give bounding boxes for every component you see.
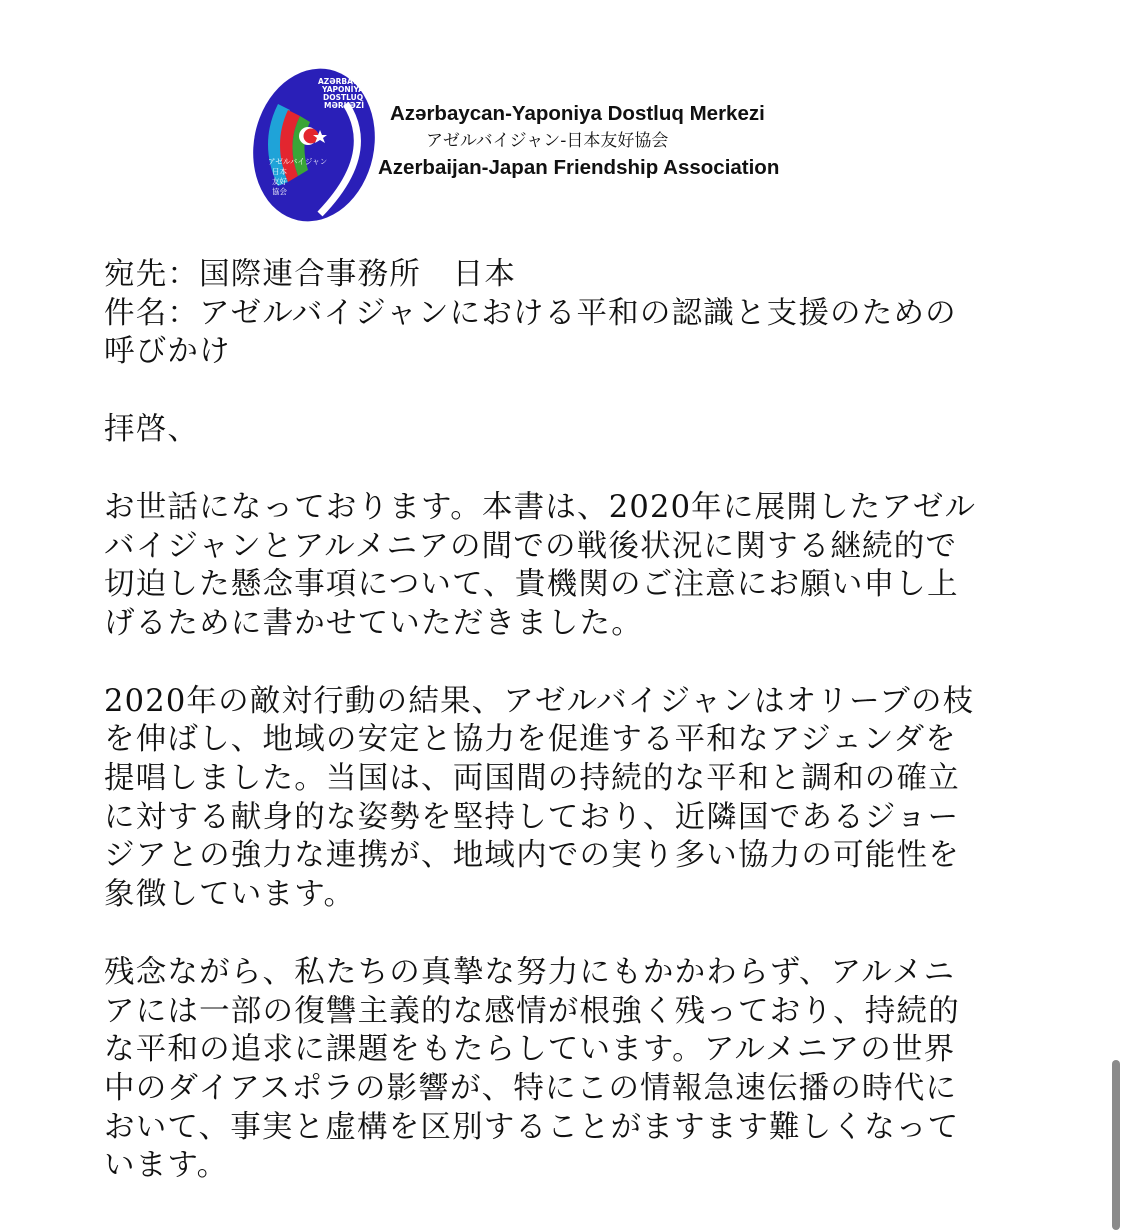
letterhead: [250, 64, 790, 224]
paragraph-line: 残念ながら、私たちの真摯な努力にもかかわらず、アルメニ: [104, 954, 956, 990]
logo-text-az-3: DOSTLUQ: [323, 93, 364, 102]
logo-text-ja-3: 友好: [272, 177, 287, 186]
recipient-line: 宛先：国際連合事務所 日本: [104, 257, 517, 292]
organization-name-japanese: アゼルバイジャン-日本友好協会: [426, 131, 669, 151]
salutation-text: 拝啓、: [104, 412, 200, 448]
subject-line-1: 件名：アゼルバイジャンにおける平和の認識と支援のための: [104, 295, 957, 331]
paragraph-line: アには一部の復讐主義的な感情が根強く残っており、持続的: [104, 993, 960, 1029]
paragraph-2: [104, 683, 1030, 915]
paragraph-line: を伸ばし、地域の安定と協力を促進する平和なアジェンダを: [104, 722, 957, 758]
paragraph-1: [104, 489, 1030, 644]
paragraph-line: 2020年の敵対行動の結果、アゼルバイジャンはオリーブの枝: [104, 683, 975, 719]
paragraph-line: に対する献身的な姿勢を堅持しており、近隣国であるジョー: [104, 799, 960, 835]
logo-text-ja-1: アゼルバイジャン: [268, 157, 328, 166]
association-logo: [250, 64, 380, 224]
letter-body: [104, 256, 1030, 1225]
paragraph-line: お世話になっております。本書は、2020年に展開したアゼル: [104, 489, 977, 525]
paragraph-line: 切迫した懸念事項について、貴機関のご注意にお願い申し上: [104, 567, 959, 603]
salutation: [104, 411, 1030, 450]
logo-text-ja-2: 日本: [272, 167, 287, 176]
logo-text-az-1: AZƏRBAYCAN: [318, 77, 375, 86]
organization-name-azerbaijani: Azərbaycan-Yaponiya Dostluq Merkezi: [390, 102, 765, 125]
paragraph-line: ジアとの強力な連携が、地域内での実り多い協力の可能性を: [104, 838, 960, 874]
letter-header: [104, 256, 1030, 372]
paragraph-line: おいて、事実と虚構を区別することがますます難しくなって: [104, 1109, 960, 1145]
vertical-scrollbar[interactable]: [1112, 1060, 1120, 1230]
paragraph-line: 中のダイアスポラの影響が、特にこの情報急速伝播の時代に: [104, 1070, 958, 1106]
organization-name-english: Azerbaijan-Japan Friendship Association: [378, 156, 780, 179]
paragraph-line: な平和の追求に課題をもたらしています。アルメニアの世界: [104, 1032, 956, 1068]
paragraph-line: げるために書かせていただきました。: [104, 605, 643, 641]
paragraph-line: 象徴しています。: [104, 877, 356, 913]
organization-names: [378, 100, 798, 182]
paragraph-line: います。: [104, 1148, 229, 1184]
logo-text-ja-4: 協会: [272, 187, 287, 196]
paragraph-line: バイジャンとアルメニアの間での戦後状況に関する継続的で: [104, 528, 958, 564]
paragraph-line: 提唱しました。当国は、両国間の持続的な平和と調和の確立: [104, 761, 960, 797]
subject-line-2: 呼びかけ: [104, 334, 231, 370]
logo-text-az-2: YAPONİYA: [322, 85, 364, 94]
paragraph-3: [104, 954, 1030, 1186]
logo-text-az-4: MƏRKƏZİ: [324, 101, 365, 110]
